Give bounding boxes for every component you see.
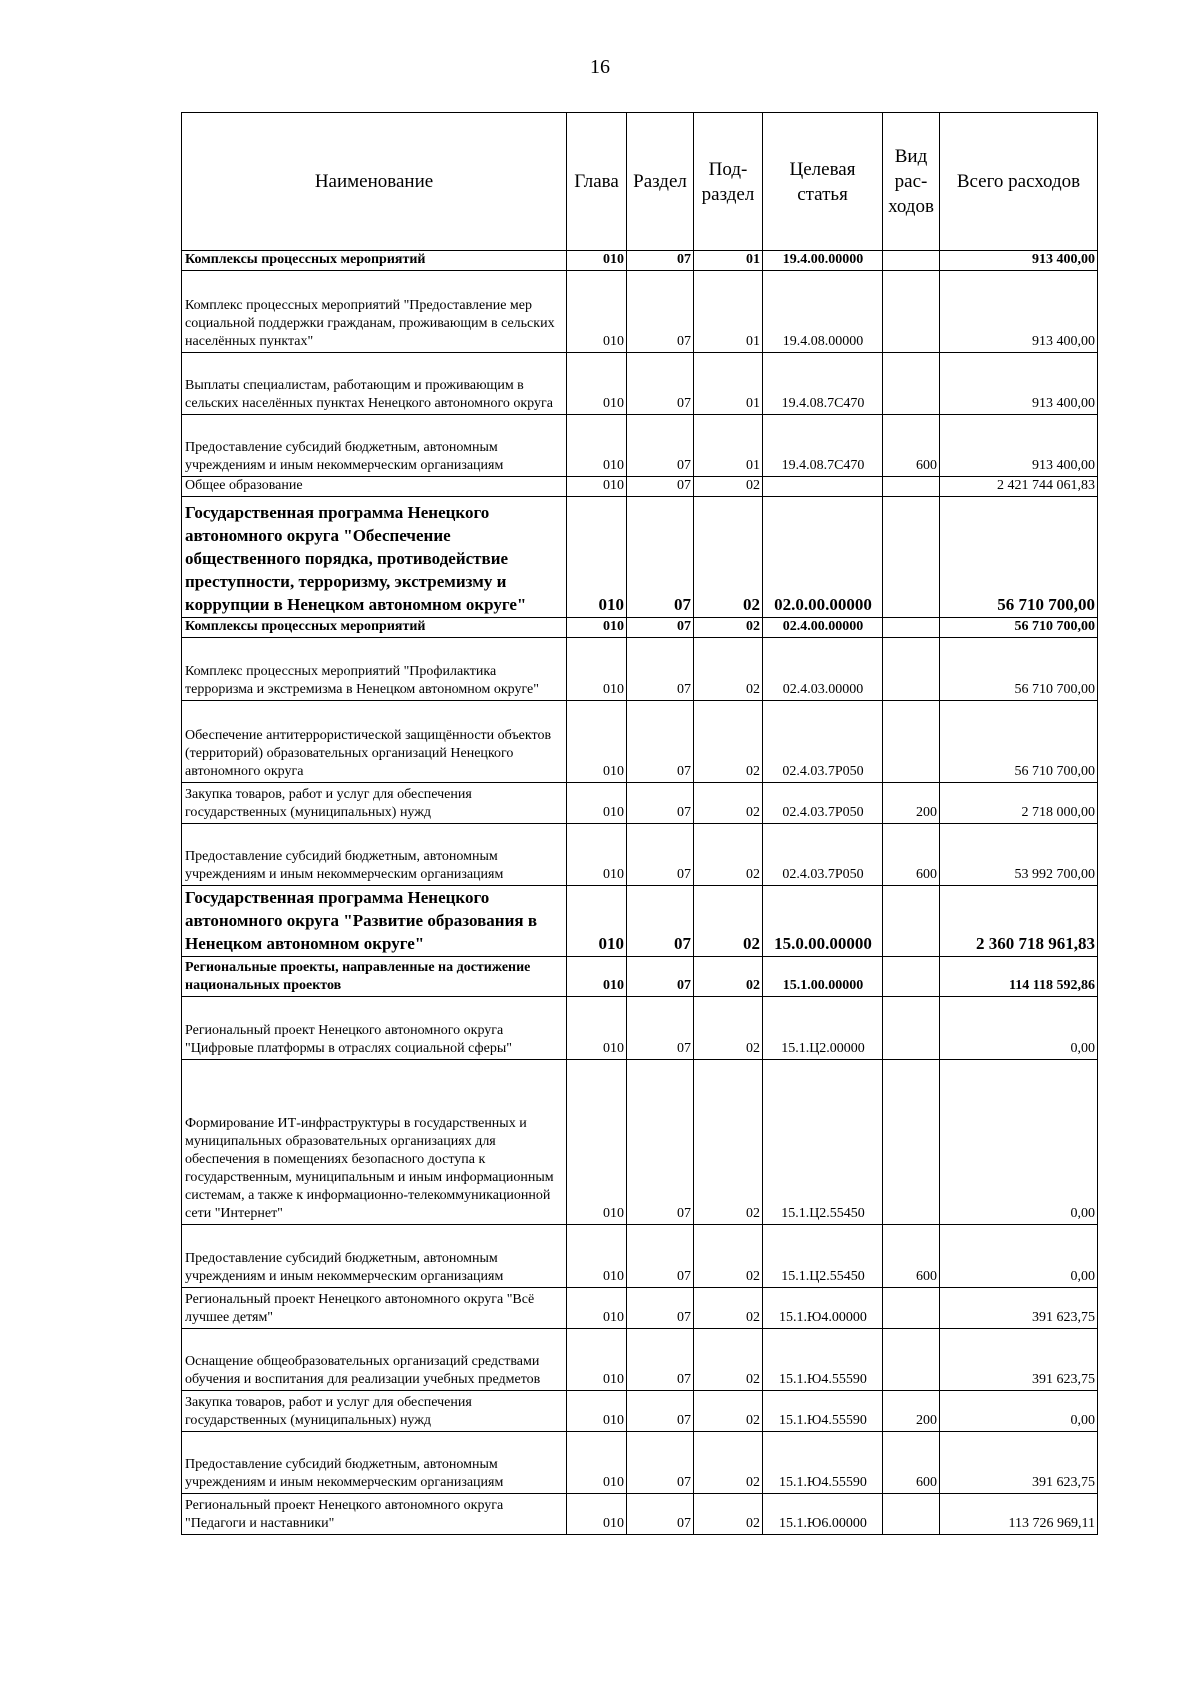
cell-glava: 010 — [567, 824, 627, 886]
cell-name: Комплексы процессных мероприятий — [182, 251, 567, 271]
cell-glava: 010 — [567, 886, 627, 957]
cell-statya: 15.1.Ю4.55590 — [763, 1329, 883, 1391]
cell-vid-rashodov: 200 — [883, 783, 940, 824]
cell-name: Государственная программа Ненецкого автономного округа "Обеспечение общественного порядка, противодействие преступности, терроризму, экстремизму и коррупции в Ненецком автономном округе" — [182, 497, 567, 618]
table-row — [182, 1391, 1098, 1432]
cell-total: 391 623,75 — [940, 1329, 1098, 1391]
cell-vid-rashodov — [883, 477, 940, 497]
cell-podrazdel: 01 — [694, 271, 763, 353]
cell-razdel: 07 — [627, 1494, 694, 1535]
cell-total: 913 400,00 — [940, 251, 1098, 271]
cell-razdel: 07 — [627, 618, 694, 638]
table-row — [182, 477, 1098, 497]
cell-glava: 010 — [567, 783, 627, 824]
cell-name: Формирование ИТ-инфраструктуры в государственных и муниципальных образовательных организациях для обеспечения в помещениях безопасного доступа к государственным, муниципальным и иным информационным системам, а также к информационно-телекоммуникационной сети "Интернет" — [182, 1060, 567, 1225]
cell-total: 0,00 — [940, 1060, 1098, 1225]
cell-vid-rashodov — [883, 618, 940, 638]
table-row — [182, 701, 1098, 783]
cell-statya: 02.4.03.7Р050 — [763, 824, 883, 886]
cell-name: Комплексы процессных мероприятий — [182, 618, 567, 638]
cell-razdel: 07 — [627, 701, 694, 783]
cell-name: Предоставление субсидий бюджетным, автономным учреждениям и иным некоммерческим организациям — [182, 1225, 567, 1288]
cell-razdel: 07 — [627, 1288, 694, 1329]
cell-statya: 15.1.Ю4.00000 — [763, 1288, 883, 1329]
table-row — [182, 415, 1098, 477]
cell-name: Закупка товаров, работ и услуг для обеспечения государственных (муниципальных) нужд — [182, 783, 567, 824]
column-header-statya: Целевая статья — [763, 113, 883, 251]
cell-name: Закупка товаров, работ и услуг для обеспечения государственных (муниципальных) нужд — [182, 1391, 567, 1432]
cell-statya: 15.1.Ц2.55450 — [763, 1060, 883, 1225]
cell-vid-rashodov — [883, 353, 940, 415]
cell-statya: 15.1.Ю4.55590 — [763, 1391, 883, 1432]
table-row — [182, 638, 1098, 701]
cell-podrazdel: 02 — [694, 1494, 763, 1535]
cell-glava: 010 — [567, 957, 627, 997]
cell-podrazdel: 02 — [694, 477, 763, 497]
cell-total: 2 421 744 061,83 — [940, 477, 1098, 497]
cell-total: 913 400,00 — [940, 353, 1098, 415]
cell-podrazdel: 02 — [694, 618, 763, 638]
cell-total: 114 118 592,86 — [940, 957, 1098, 997]
cell-statya: 15.0.00.00000 — [763, 886, 883, 957]
cell-glava: 010 — [567, 997, 627, 1060]
cell-vid-rashodov — [883, 886, 940, 957]
budget-table — [181, 112, 1098, 1535]
cell-statya: 02.4.00.00000 — [763, 618, 883, 638]
table-row — [182, 1225, 1098, 1288]
cell-statya: 02.4.03.7Р050 — [763, 783, 883, 824]
column-header-razdel: Раздел — [627, 113, 694, 251]
cell-podrazdel: 02 — [694, 1288, 763, 1329]
column-header-podrazdel: Под- раздел — [694, 113, 763, 251]
cell-podrazdel: 02 — [694, 957, 763, 997]
cell-total: 0,00 — [940, 997, 1098, 1060]
cell-statya: 19.4.08.7С470 — [763, 415, 883, 477]
cell-total: 56 710 700,00 — [940, 618, 1098, 638]
cell-razdel: 07 — [627, 638, 694, 701]
cell-total: 113 726 969,11 — [940, 1494, 1098, 1535]
table-row — [182, 957, 1098, 997]
cell-podrazdel: 02 — [694, 497, 763, 618]
table-row — [182, 497, 1098, 618]
cell-vid-rashodov: 600 — [883, 1225, 940, 1288]
cell-razdel: 07 — [627, 415, 694, 477]
cell-statya: 02.4.03.7Р050 — [763, 701, 883, 783]
cell-razdel: 07 — [627, 886, 694, 957]
table-row — [182, 1060, 1098, 1225]
cell-vid-rashodov — [883, 271, 940, 353]
cell-podrazdel: 02 — [694, 1432, 763, 1494]
cell-podrazdel: 02 — [694, 638, 763, 701]
cell-glava: 010 — [567, 638, 627, 701]
cell-name: Выплаты специалистам, работающим и проживающим в сельских населённых пунктах Ненецкого автономного округа — [182, 353, 567, 415]
cell-podrazdel: 01 — [694, 251, 763, 271]
cell-vid-rashodov — [883, 1494, 940, 1535]
column-header-total: Всего расходов — [940, 113, 1098, 251]
cell-name: Предоставление субсидий бюджетным, автономным учреждениям и иным некоммерческим организациям — [182, 415, 567, 477]
cell-total: 56 710 700,00 — [940, 701, 1098, 783]
table-row — [182, 783, 1098, 824]
cell-total: 53 992 700,00 — [940, 824, 1098, 886]
cell-total: 2 360 718 961,83 — [940, 886, 1098, 957]
cell-vid-rashodov — [883, 1060, 940, 1225]
cell-vid-rashodov — [883, 497, 940, 618]
cell-glava: 010 — [567, 701, 627, 783]
column-header-vid-rashodov: Вид рас- ходов — [883, 113, 940, 251]
cell-total: 913 400,00 — [940, 415, 1098, 477]
table-row — [182, 1494, 1098, 1535]
cell-name: Комплекс процессных мероприятий "Профилактика терроризма и экстремизма в Ненецком автономном округе" — [182, 638, 567, 701]
table-row — [182, 1432, 1098, 1494]
cell-razdel: 07 — [627, 1329, 694, 1391]
cell-glava: 010 — [567, 1225, 627, 1288]
cell-podrazdel: 02 — [694, 997, 763, 1060]
cell-vid-rashodov — [883, 251, 940, 271]
cell-vid-rashodov: 200 — [883, 1391, 940, 1432]
cell-razdel: 07 — [627, 1060, 694, 1225]
cell-name: Региональные проекты, направленные на достижение национальных проектов — [182, 957, 567, 997]
cell-name: Обеспечение антитеррористической защищённости объектов (территорий) образовательных организаций Ненецкого автономного округа — [182, 701, 567, 783]
cell-total: 391 623,75 — [940, 1432, 1098, 1494]
cell-razdel: 07 — [627, 477, 694, 497]
cell-total: 2 718 000,00 — [940, 783, 1098, 824]
cell-vid-rashodov: 600 — [883, 415, 940, 477]
cell-vid-rashodov: 600 — [883, 824, 940, 886]
cell-total: 56 710 700,00 — [940, 638, 1098, 701]
cell-razdel: 07 — [627, 957, 694, 997]
table-row — [182, 251, 1098, 271]
cell-razdel: 07 — [627, 353, 694, 415]
table-row — [182, 1288, 1098, 1329]
cell-name: Предоставление субсидий бюджетным, автономным учреждениям и иным некоммерческим организациям — [182, 824, 567, 886]
cell-name: Комплекс процессных мероприятий "Предоставление мер социальной поддержки гражданам, проживающим в сельских населённых пунктах" — [182, 271, 567, 353]
cell-vid-rashodov — [883, 701, 940, 783]
table-header — [182, 113, 1098, 251]
cell-vid-rashodov — [883, 638, 940, 701]
cell-name: Предоставление субсидий бюджетным, автономным учреждениям и иным некоммерческим организациям — [182, 1432, 567, 1494]
cell-name: Региональный проект Ненецкого автономного округа "Педагоги и наставники" — [182, 1494, 567, 1535]
cell-vid-rashodov — [883, 1288, 940, 1329]
cell-podrazdel: 02 — [694, 783, 763, 824]
cell-podrazdel: 02 — [694, 824, 763, 886]
cell-glava: 010 — [567, 1060, 627, 1225]
cell-total: 56 710 700,00 — [940, 497, 1098, 618]
cell-vid-rashodov — [883, 997, 940, 1060]
cell-glava: 010 — [567, 497, 627, 618]
cell-glava: 010 — [567, 1329, 627, 1391]
cell-glava: 010 — [567, 271, 627, 353]
table-row — [182, 997, 1098, 1060]
cell-total: 0,00 — [940, 1225, 1098, 1288]
cell-name: Региональный проект Ненецкого автономного округа "Цифровые платформы в отраслях социальной сферы" — [182, 997, 567, 1060]
table-row — [182, 271, 1098, 353]
cell-podrazdel: 02 — [694, 1391, 763, 1432]
cell-vid-rashodov — [883, 957, 940, 997]
cell-statya: 15.1.Ц2.55450 — [763, 1225, 883, 1288]
cell-razdel: 07 — [627, 824, 694, 886]
cell-razdel: 07 — [627, 783, 694, 824]
cell-name: Региональный проект Ненецкого автономного округа "Всё лучшее детям" — [182, 1288, 567, 1329]
cell-statya: 02.4.03.00000 — [763, 638, 883, 701]
cell-podrazdel: 01 — [694, 353, 763, 415]
cell-razdel: 07 — [627, 1225, 694, 1288]
cell-glava: 010 — [567, 618, 627, 638]
cell-name: Общее образование — [182, 477, 567, 497]
cell-podrazdel: 02 — [694, 886, 763, 957]
cell-glava: 010 — [567, 1288, 627, 1329]
cell-podrazdel: 02 — [694, 1060, 763, 1225]
cell-statya — [763, 477, 883, 497]
cell-vid-rashodov: 600 — [883, 1432, 940, 1494]
cell-glava: 010 — [567, 415, 627, 477]
table-row — [182, 618, 1098, 638]
table-row — [182, 824, 1098, 886]
cell-glava: 010 — [567, 477, 627, 497]
cell-razdel: 07 — [627, 497, 694, 618]
cell-glava: 010 — [567, 1432, 627, 1494]
cell-razdel: 07 — [627, 1391, 694, 1432]
cell-statya: 15.1.Ц2.00000 — [763, 997, 883, 1060]
cell-glava: 010 — [567, 1391, 627, 1432]
cell-podrazdel: 02 — [694, 1225, 763, 1288]
column-header-glava: Глава — [567, 113, 627, 251]
cell-statya: 15.1.00.00000 — [763, 957, 883, 997]
cell-glava: 010 — [567, 1494, 627, 1535]
cell-razdel: 07 — [627, 251, 694, 271]
cell-statya: 19.4.08.00000 — [763, 271, 883, 353]
cell-total: 0,00 — [940, 1391, 1098, 1432]
table-row — [182, 353, 1098, 415]
cell-razdel: 07 — [627, 1432, 694, 1494]
cell-podrazdel: 02 — [694, 1329, 763, 1391]
cell-razdel: 07 — [627, 997, 694, 1060]
table-row — [182, 1329, 1098, 1391]
cell-razdel: 07 — [627, 271, 694, 353]
cell-total: 391 623,75 — [940, 1288, 1098, 1329]
cell-total: 913 400,00 — [940, 271, 1098, 353]
table-row — [182, 886, 1098, 957]
table-body — [182, 251, 1098, 1535]
cell-name: Государственная программа Ненецкого автономного округа "Развитие образования в Ненецком автономном округе" — [182, 886, 567, 957]
column-header-name: Наименование — [182, 113, 567, 251]
cell-statya: 19.4.08.7С470 — [763, 353, 883, 415]
cell-glava: 010 — [567, 353, 627, 415]
cell-glava: 010 — [567, 251, 627, 271]
cell-statya: 02.0.00.00000 — [763, 497, 883, 618]
page-number: 16 — [590, 56, 610, 78]
cell-name: Оснащение общеобразовательных организаций средствами обучения и воспитания для реализации учебных предметов — [182, 1329, 567, 1391]
cell-podrazdel: 01 — [694, 415, 763, 477]
cell-podrazdel: 02 — [694, 701, 763, 783]
cell-statya: 15.1.Ю6.00000 — [763, 1494, 883, 1535]
cell-statya: 15.1.Ю4.55590 — [763, 1432, 883, 1494]
cell-vid-rashodov — [883, 1329, 940, 1391]
cell-statya: 19.4.00.00000 — [763, 251, 883, 271]
